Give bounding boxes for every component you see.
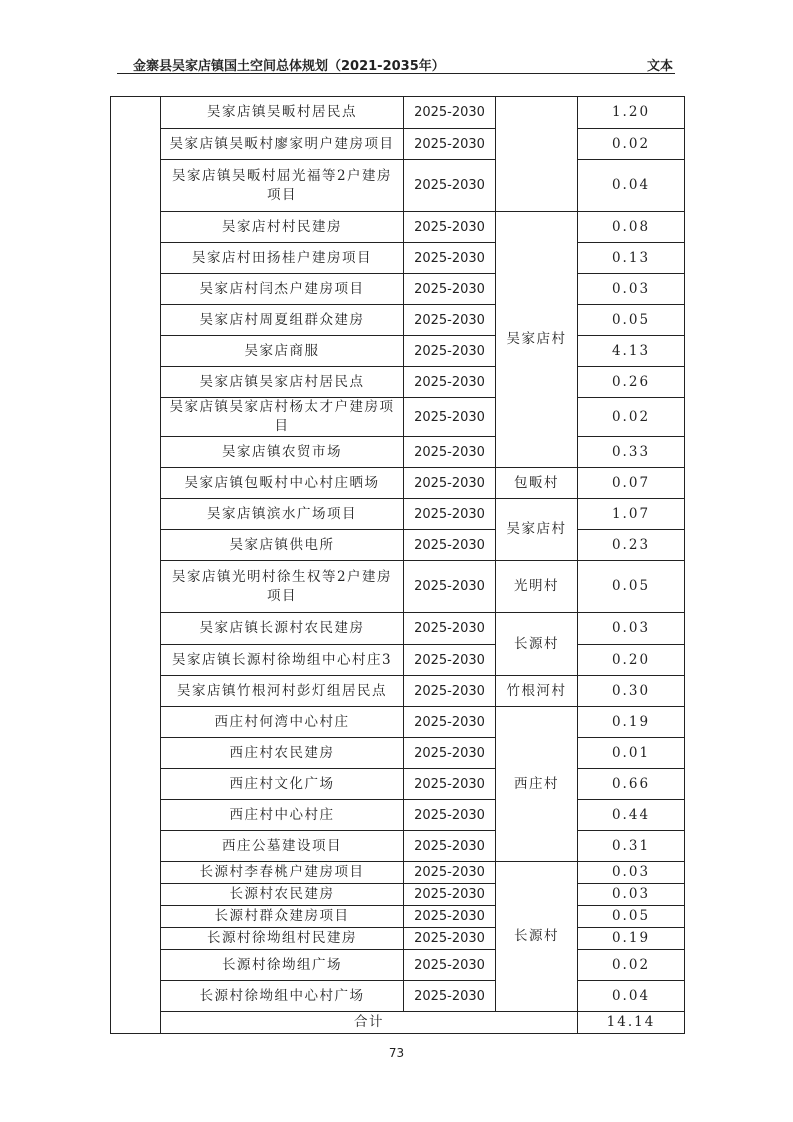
table-row (111, 707, 685, 738)
area-cell: 0.33 (578, 437, 685, 468)
period-cell: 2025-2030 (404, 800, 496, 831)
project-name-cell: 西庄村农民建房 (161, 738, 404, 769)
project-name-cell: 吴家店村村民建房 (161, 212, 404, 243)
project-name-cell: 吴家店商服 (161, 336, 404, 367)
period-cell: 2025-2030 (404, 398, 496, 437)
table-row (111, 645, 685, 676)
total-label: 合计 (161, 1012, 578, 1034)
table-row (111, 928, 685, 950)
area-cell: 0.07 (578, 468, 685, 499)
header-section-label: 文本 (646, 59, 673, 74)
table-row (111, 769, 685, 800)
table-row (111, 862, 685, 884)
project-name-cell: 吴家店镇吴畈村廖家明户建房项目 (161, 129, 404, 160)
period-cell: 2025-2030 (404, 274, 496, 305)
period-cell: 2025-2030 (404, 676, 496, 707)
area-cell: 0.03 (578, 274, 685, 305)
project-name-cell: 长源村徐坳组村民建房 (161, 928, 404, 950)
page-number: 73 (388, 1046, 405, 1060)
area-cell: 0.13 (578, 243, 685, 274)
period-cell: 2025-2030 (404, 738, 496, 769)
table-row (111, 676, 685, 707)
period-cell: 2025-2030 (404, 561, 496, 613)
village-cell: 长源村 (496, 613, 578, 676)
table-row (111, 336, 685, 367)
table-row (111, 160, 685, 212)
project-name-cell: 西庄村中心村庄 (161, 800, 404, 831)
header-divider (117, 73, 675, 74)
area-cell: 0.26 (578, 367, 685, 398)
table-row (111, 738, 685, 769)
project-name-cell: 吴家店镇农贸市场 (161, 437, 404, 468)
period-cell: 2025-2030 (404, 950, 496, 981)
project-name-cell: 西庄村文化广场 (161, 769, 404, 800)
period-cell: 2025-2030 (404, 468, 496, 499)
project-name-cell: 吴家店镇包畈村中心村庄晒场 (161, 468, 404, 499)
project-name-cell: 吴家店村闫杰户建房项目 (161, 274, 404, 305)
project-name-cell: 西庄村何湾中心村庄 (161, 707, 404, 738)
area-cell: 0.20 (578, 645, 685, 676)
table-row (111, 906, 685, 928)
project-table (110, 96, 685, 1034)
period-cell: 2025-2030 (404, 243, 496, 274)
area-cell: 0.01 (578, 738, 685, 769)
period-cell: 2025-2030 (404, 97, 496, 129)
project-name-cell: 吴家店镇吴家店村居民点 (161, 367, 404, 398)
project-name-cell: 吴家店村周夏组群众建房 (161, 305, 404, 336)
table-row (111, 212, 685, 243)
village-cell (496, 97, 578, 212)
period-cell: 2025-2030 (404, 336, 496, 367)
area-cell: 0.30 (578, 676, 685, 707)
table-row (111, 367, 685, 398)
table-row (111, 981, 685, 1012)
project-name-cell: 吴家店镇竹根河村彭灯组居民点 (161, 676, 404, 707)
category-cell (111, 97, 161, 1034)
area-cell: 1.07 (578, 499, 685, 530)
village-cell: 长源村 (496, 862, 578, 1012)
project-name-cell: 长源村徐坳组广场 (161, 950, 404, 981)
table-row (111, 129, 685, 160)
period-cell: 2025-2030 (404, 981, 496, 1012)
period-cell: 2025-2030 (404, 129, 496, 160)
project-name-cell: 吴家店镇长源村徐坳组中心村庄3 (161, 645, 404, 676)
table-row (111, 305, 685, 336)
project-name-cell: 吴家店镇光明村徐生权等2户建房项目 (161, 561, 404, 613)
table-row (111, 530, 685, 561)
table-row (111, 884, 685, 906)
project-name-cell: 吴家店镇供电所 (161, 530, 404, 561)
project-name-cell: 长源村农民建房 (161, 884, 404, 906)
project-name-cell: 吴家店镇滨水广场项目 (161, 499, 404, 530)
area-cell: 0.02 (578, 129, 685, 160)
total-value: 14.14 (578, 1012, 685, 1034)
area-cell: 0.05 (578, 561, 685, 613)
area-cell: 0.19 (578, 928, 685, 950)
period-cell: 2025-2030 (404, 437, 496, 468)
village-cell: 西庄村 (496, 707, 578, 862)
period-cell: 2025-2030 (404, 212, 496, 243)
project-name-cell: 吴家店镇吴畈村居民点 (161, 97, 404, 129)
project-name-cell: 长源村李春桃户建房项目 (161, 862, 404, 884)
period-cell: 2025-2030 (404, 499, 496, 530)
table-row (111, 274, 685, 305)
period-cell: 2025-2030 (404, 530, 496, 561)
project-name-cell: 吴家店镇吴畈村屈光福等2户建房项目 (161, 160, 404, 212)
table-row (111, 437, 685, 468)
area-cell: 4.13 (578, 336, 685, 367)
period-cell: 2025-2030 (404, 707, 496, 738)
period-cell: 2025-2030 (404, 645, 496, 676)
area-cell: 0.08 (578, 212, 685, 243)
area-cell: 0.02 (578, 950, 685, 981)
area-cell: 0.03 (578, 862, 685, 884)
header-title: 金寨县吴家店镇国土空间总体规划（2021-2035年） (133, 59, 445, 74)
area-cell: 0.03 (578, 884, 685, 906)
table-row (111, 398, 685, 437)
area-cell: 0.04 (578, 160, 685, 212)
period-cell: 2025-2030 (404, 831, 496, 862)
table-row (111, 243, 685, 274)
village-cell: 包畈村 (496, 468, 578, 499)
period-cell: 2025-2030 (404, 367, 496, 398)
area-cell: 0.05 (578, 305, 685, 336)
table-row (111, 613, 685, 645)
area-cell: 0.66 (578, 769, 685, 800)
area-cell: 0.05 (578, 906, 685, 928)
table-row (111, 97, 685, 129)
area-cell: 0.44 (578, 800, 685, 831)
project-name-cell: 吴家店镇长源村农民建房 (161, 613, 404, 645)
village-cell: 竹根河村 (496, 676, 578, 707)
table-row (111, 831, 685, 862)
table-row (111, 950, 685, 981)
table-row (111, 499, 685, 530)
period-cell: 2025-2030 (404, 928, 496, 950)
area-cell: 0.31 (578, 831, 685, 862)
project-name-cell: 长源村群众建房项目 (161, 906, 404, 928)
project-name-cell: 西庄公墓建设项目 (161, 831, 404, 862)
period-cell: 2025-2030 (404, 884, 496, 906)
area-cell: 1.20 (578, 97, 685, 129)
table-row (111, 468, 685, 499)
period-cell: 2025-2030 (404, 769, 496, 800)
area-cell: 0.04 (578, 981, 685, 1012)
period-cell: 2025-2030 (404, 305, 496, 336)
area-cell: 0.02 (578, 398, 685, 437)
area-cell: 0.19 (578, 707, 685, 738)
project-name-cell: 吴家店镇吴家店村杨太才户建房项目 (161, 398, 404, 437)
table-row (111, 561, 685, 613)
project-name-cell: 吴家店村田扬桂户建房项目 (161, 243, 404, 274)
project-name-cell: 长源村徐坳组中心村广场 (161, 981, 404, 1012)
period-cell: 2025-2030 (404, 613, 496, 645)
village-cell: 吴家店村 (496, 499, 578, 561)
village-cell: 光明村 (496, 561, 578, 613)
village-cell: 吴家店村 (496, 212, 578, 468)
area-cell: 0.03 (578, 613, 685, 645)
period-cell: 2025-2030 (404, 862, 496, 884)
table-row (111, 800, 685, 831)
area-cell: 0.23 (578, 530, 685, 561)
period-cell: 2025-2030 (404, 160, 496, 212)
total-row (111, 1012, 685, 1034)
period-cell: 2025-2030 (404, 906, 496, 928)
